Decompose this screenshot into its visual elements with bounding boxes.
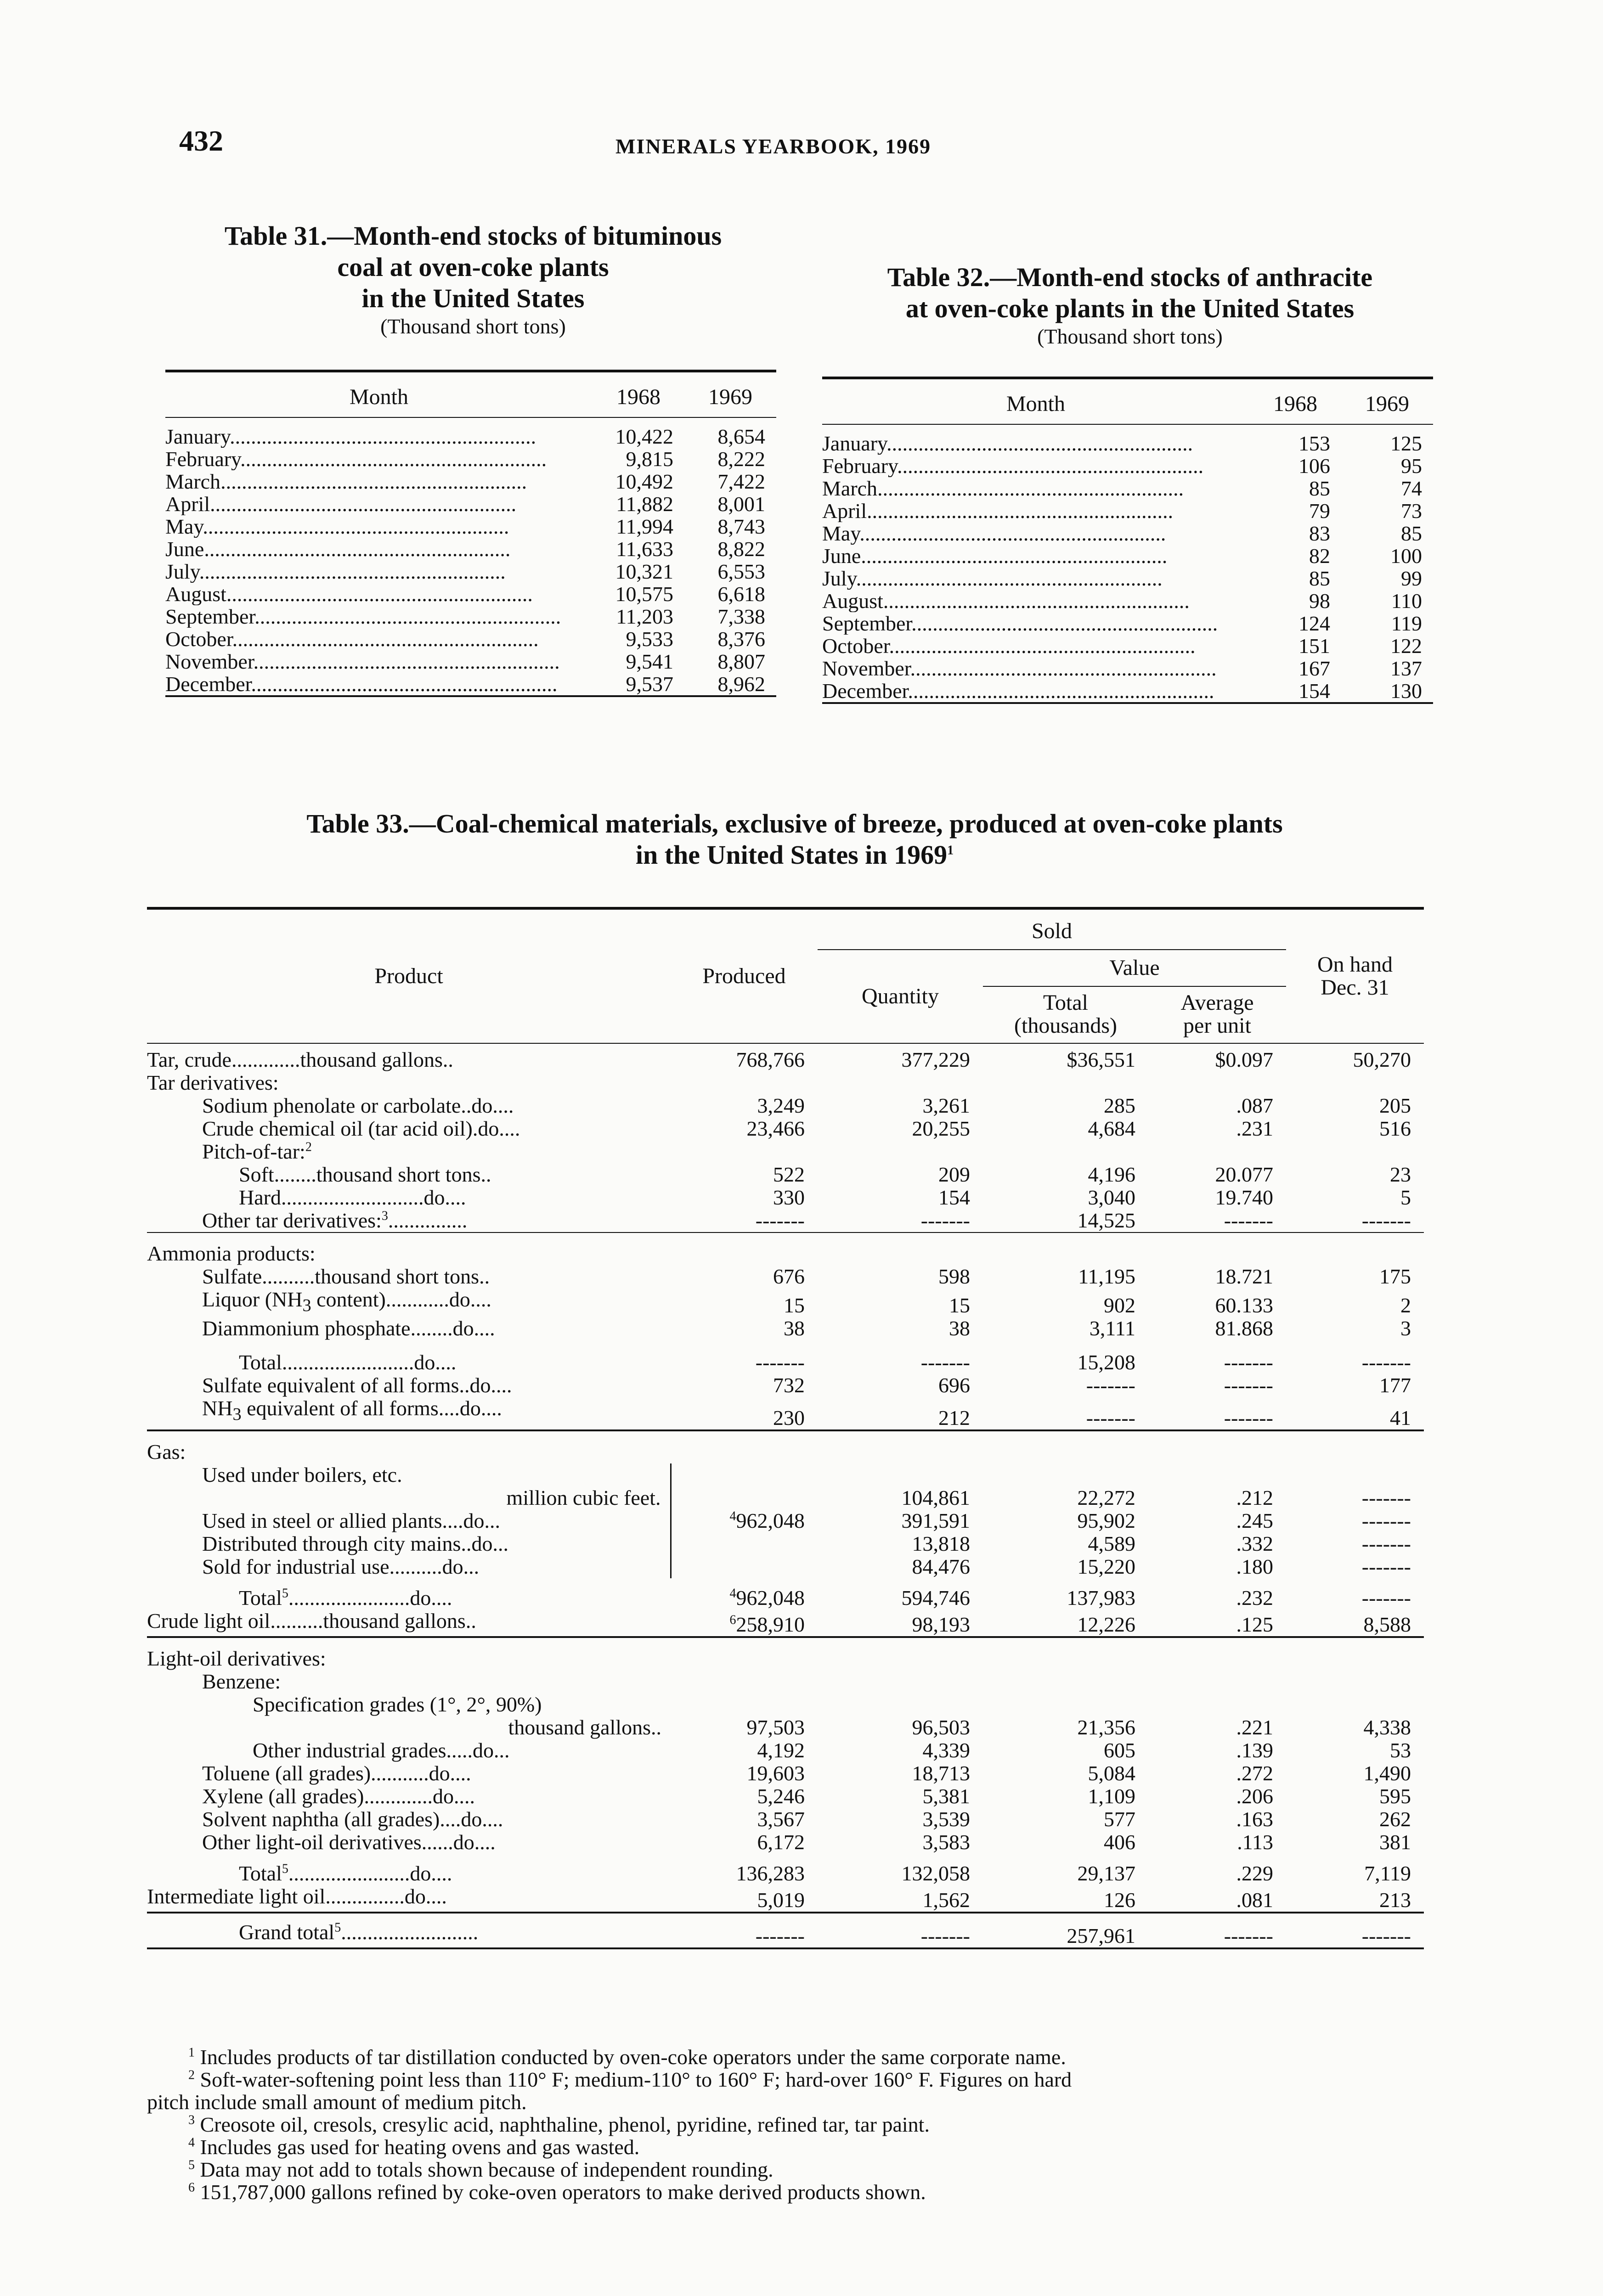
table-row [165, 538, 776, 560]
month-cell: January.......................................................... [822, 432, 1193, 455]
value-cell: 130 [1390, 679, 1422, 703]
table33-ammonia-label: Ammonia products: [147, 1242, 316, 1265]
table-row [165, 470, 776, 493]
month-cell: January.......................................................... [165, 425, 536, 448]
table-row [165, 628, 776, 650]
footnote-2-cont: pitch include small amount of medium pitch. [147, 2090, 527, 2114]
table-row [165, 417, 776, 448]
table31-col-month: Month [349, 385, 408, 409]
table33-row-other-light-oil: Other light-oil derivatives......do.... [202, 1830, 496, 1854]
table-row [822, 612, 1433, 635]
value-cell: 82 [1309, 544, 1330, 568]
table33-title [152, 808, 1438, 871]
month-cell: November.......................................................... [822, 657, 1217, 680]
table31-title-line2: coal at oven-coke plants [337, 252, 609, 282]
value-cell: 167 [1298, 657, 1330, 680]
table33-gas-label: Gas: [147, 1440, 186, 1464]
table33-light-oil-label: Light-oil derivatives: [147, 1647, 326, 1671]
table33-title-line1: Table 33.—Coal-chemical materials, exclusive of breeze, produced at oven-coke plants [306, 809, 1283, 838]
value-cell: 8,222 [717, 447, 765, 471]
table33-row-boilers-line1: Used under boilers, etc. [202, 1463, 402, 1487]
value-cell: 11,633 [616, 537, 673, 561]
value-cell: 8,807 [717, 650, 765, 673]
table-row [165, 493, 776, 515]
value-cell: 122 [1390, 634, 1422, 658]
value-cell: 10,321 [615, 560, 673, 583]
value-cell: 73 [1401, 499, 1422, 523]
table31-units: (Thousand short tons) [380, 315, 566, 338]
table-row [165, 515, 776, 538]
table33-col-quantity: Quantity [862, 984, 939, 1008]
table31-title-line3: in the United States [361, 283, 585, 313]
value-cell: 85 [1309, 477, 1330, 500]
table33-row-crude-light-oil: Crude light oil..........thousand gallons.. [147, 1609, 476, 1633]
month-cell: June.......................................................... [165, 538, 511, 560]
table33-title-line2: in the United States in 1969 [635, 840, 948, 870]
table32 [822, 377, 1433, 704]
value-cell: 10,422 [615, 425, 673, 448]
table33-benzene-label: Benzene: [202, 1670, 281, 1694]
month-cell: July.......................................................... [822, 567, 1163, 590]
value-cell: 7,422 [717, 470, 765, 493]
table33-row-spec-line1: Specification grades (1°, 2°, 90%) [253, 1693, 542, 1716]
table33-row-sulfate-equivalent: Sulfate equivalent of all forms..do.... [202, 1373, 512, 1397]
month-cell: April.......................................................... [822, 500, 1174, 522]
table32-title-line2: at oven-coke plants in the United States [905, 293, 1355, 323]
month-cell: March.......................................................... [822, 477, 1184, 500]
month-cell: June.......................................................... [822, 545, 1168, 567]
table33-pitch-label: Pitch-of-tar:$^2$ [202, 1140, 312, 1163]
table33-col-value: Value [983, 950, 1286, 986]
table33-header [147, 908, 1424, 1043]
table32-body [822, 424, 1433, 703]
table33-row-gas-total: Total$^5$.......................do.... [239, 1586, 452, 1610]
month-cell: November.......................................................... [165, 650, 560, 673]
table-row [822, 522, 1433, 545]
value-cell: 153 [1298, 432, 1330, 455]
table-row [822, 657, 1433, 680]
value-cell: 85 [1401, 522, 1422, 545]
month-cell: February.......................................................... [165, 448, 547, 470]
table33-col-sold: Sold [818, 908, 1286, 950]
table33-row-boilers-line2: million cubic feet. [506, 1486, 661, 1510]
value-cell: 83 [1309, 522, 1330, 545]
table-row [165, 448, 776, 470]
footnote-2: $^2$ Soft-water-softening point less than 110° F; medium-110° to 160° F; hard-over 160° F. Figures on hard [188, 2068, 1072, 2091]
value-cell: 10,575 [615, 582, 673, 606]
value-cell: 125 [1390, 432, 1422, 455]
table33-col-onhand-line1: On hand [1317, 952, 1393, 977]
table-row [165, 560, 776, 583]
footnote-1: $^1$ Includes products of tar distillation conducted by oven-coke operators under the same corporate name. [188, 2045, 1066, 2069]
table33-col-produced: Produced [702, 964, 786, 988]
running-head: MINERALS YEARBOOK, 1969 [615, 135, 931, 158]
month-cell: October.......................................................... [165, 628, 539, 650]
month-cell: October.......................................................... [822, 635, 1196, 657]
table33-row-other-tar: Other tar derivatives:$^3$............... [202, 1209, 468, 1232]
value-cell: 7,338 [717, 605, 765, 628]
table33-row-grand-total: Grand total$^5$.......................... [239, 1920, 479, 1944]
value-cell: 124 [1298, 612, 1330, 635]
value-cell: 154 [1298, 679, 1330, 703]
value-cell: 137 [1390, 657, 1422, 680]
table32-title [818, 262, 1442, 349]
table-row [165, 605, 776, 628]
table33-row-nh3-equivalent: $NH_3$ equivalent of all forms....do.... [202, 1396, 502, 1424]
month-cell: May.......................................................... [822, 522, 1166, 545]
table-row [822, 545, 1433, 567]
month-cell: July.......................................................... [165, 560, 506, 583]
table31-col-1969: 1969 [708, 385, 752, 409]
value-cell: 6,553 [717, 560, 765, 583]
table33-row-spec-line2: thousand gallons.. [508, 1716, 661, 1739]
value-cell: 119 [1391, 612, 1422, 635]
month-cell: September.......................................................... [822, 612, 1218, 635]
table31-title [170, 220, 776, 338]
table-row [165, 583, 776, 605]
table33-row-other-industrial: Other industrial grades.....do... [253, 1739, 510, 1762]
value-cell: 151 [1298, 634, 1330, 658]
table33-col-onhand-line2: Dec. 31 [1321, 975, 1389, 1000]
table33-row-liquor: Liquor ($NH_3$ content)............do.... [202, 1288, 491, 1316]
value-cell: 9,537 [626, 672, 673, 696]
table-row [822, 455, 1433, 477]
month-cell: March.......................................................... [165, 470, 527, 493]
table32-col-month: Month [1006, 392, 1065, 416]
table33-row-pitch-hard: Hard...........................do.... [239, 1186, 466, 1209]
table33-row-industrial-use: Sold for industrial use..........do... [202, 1555, 480, 1579]
value-cell: 11,882 [616, 492, 673, 516]
month-cell: September.......................................................... [165, 605, 561, 628]
value-cell: 9,541 [626, 650, 673, 673]
table33-title-footnote: 1 [947, 843, 954, 858]
value-cell: 106 [1298, 454, 1330, 478]
month-cell: April.......................................................... [165, 493, 517, 515]
table33-row-ammonia-total: Total.........................do.... [239, 1351, 457, 1374]
value-cell: 11,203 [616, 605, 673, 628]
value-cell: 8,376 [717, 627, 765, 651]
month-cell: May.......................................................... [165, 515, 509, 538]
table33-body: Tar, crude.............thousand gallons.. 768,766 377,229 $36,551 $0.097 50,270 Tar derivatives: Sodium phenolate or carbolate..do.... 3,249 3,261 285 .087 205 Crude chemical oil (tar acid oil).do.... 23,466 20,255 4,684 .231 516 Pitch-of-tar:$^2$ Soft........thousand short tons.. 522 209 4,196 20.077 23 Hard...........................do.... 330 154 3,040 19.740 5 Other tar derivatives:$^3$............... ------- ------- 14,525 ------- ------- Ammonia products: Sulfate..........thousand short tons.. 676 598 11,195 18.721 175 Liquor ($NH_3$ content)............do.... 15 15 902 60.133 2 Diammonium phosphate........do.... 38 38 3,111 81.868 3 Total.........................do.... ------- ------- 15,208 ------- ------- Sulfate equivalent of all forms..do.... 732 696 ------- ------- 177 $NH_3$ equivalent of all forms....do.... 230 212 ------- ------- 41 Gas: Used under boilers, etc. $^4$962,048 million cubic feet. 104,861 22,272 .212 ------- Used in steel or allied plants....do... 391,591 95,902 .245 ------- Distributed through city mains..do... 13,818 4,589 .332 ------- Sold for industrial use..........do... 84,476 15,220 .180 ------- Total$^5$.......................do.... $^4$962,048 594,746 137,983 .232 ------- Crude light oil..........thousand gallons.. $^6$258,910 98,193 12,226 .125 8,588 Light-oil derivatives: Benzene: Specification grades (1°, 2°, 90%) thousand gallons.. 97,503 96,503 21,356 .221 4,338 Other industrial grades.....do... 4,192 4,339 605 .139 53 Toluene (all grades)...........do.... 19,603 18,713 5,084 .272 1,490 Xylene (all grades).............do.... 5,246 5,381 1,109 .206 595 Solvent naphtha (all grades)....do.... 3,567 3,539 577 .163 262 Other light-oil derivatives......do.... 6,172 3,583 406 .113 381 Total$^5$.......................do.... 136,283 132,058 29,137 .229 7,119 Intermediate light oil...............do.... 5,019 1,562 126 .081 213 Grand total$^5$.......................... ------- ------- 257,961 ------- ------- [147, 1043, 1424, 1948]
table33-row-steel-plants: Used in steel or allied plants....do... [202, 1509, 500, 1533]
value-cell: 8,743 [717, 515, 765, 538]
value-cell: 10,492 [615, 470, 673, 493]
table-row [165, 673, 776, 696]
table33-row-tar-crude: Tar, crude.............thousand gallons.. [147, 1048, 453, 1071]
value-cell: 99 [1401, 567, 1422, 590]
table-row [822, 590, 1433, 612]
footnote-3: $^3$ Creosote oil, cresols, cresylic acid, naphthaline, phenol, pyridine, refined tar, tar paint. [188, 2113, 930, 2136]
table-row [822, 635, 1433, 657]
table33-row-solvent-naphtha: Solvent naphtha (all grades)....do.... [202, 1807, 503, 1831]
value-cell: 8,001 [717, 492, 765, 516]
table33-col-average-line2: per unit [1183, 1013, 1251, 1038]
table-row [165, 650, 776, 673]
table32-col-1969: 1969 [1365, 392, 1409, 416]
value-cell: 8,822 [717, 537, 765, 561]
table33-row-crude-chemical-oil: Crude chemical oil (tar acid oil).do.... [202, 1117, 520, 1140]
value-cell: 79 [1309, 499, 1330, 523]
value-cell: 85 [1309, 567, 1330, 590]
table33 [147, 907, 1424, 1949]
table31-title-line1: Table 31.—Month-end stocks of bituminous [224, 221, 722, 251]
value-cell: 11,994 [616, 515, 673, 538]
table33-col-total-line2: (thousands) [1014, 1013, 1117, 1038]
table31 [165, 370, 776, 697]
table-row [822, 424, 1433, 455]
table33-row-city-mains: Distributed through city mains..do... [202, 1532, 508, 1556]
table33-gas-produced: $^4$962,048 [671, 1463, 818, 1578]
value-cell: 9,815 [626, 447, 673, 471]
footnotes [147, 2046, 1424, 2203]
table31-col-1968: 1968 [616, 385, 660, 409]
footnote-6: $^6$ 151,787,000 gallons refined by coke-oven operators to make derived products shown. [188, 2180, 926, 2204]
page-number: 432 [179, 124, 223, 157]
table33-row-xylene: Xylene (all grades).............do.... [202, 1784, 475, 1808]
table31-body [165, 417, 776, 696]
value-cell: 6,618 [717, 582, 765, 606]
value-cell: 74 [1401, 477, 1422, 500]
table33-tar-derivatives-label: Tar derivatives: [147, 1071, 279, 1094]
table33-col-average-line1: Average [1180, 990, 1254, 1015]
value-cell: 95 [1401, 454, 1422, 478]
table33-col-product: Product [374, 964, 443, 988]
table-row [822, 567, 1433, 590]
table32-units: (Thousand short tons) [1037, 325, 1223, 348]
month-cell: August.......................................................... [165, 583, 533, 605]
table33-row-diammonium: Diammonium phosphate........do.... [202, 1317, 495, 1340]
table-row [822, 500, 1433, 522]
value-cell: 9,533 [626, 627, 673, 651]
value-cell: 8,962 [717, 672, 765, 696]
footnote-4: $^4$ Includes gas used for heating ovens and gas wasted. [188, 2135, 640, 2159]
table33-row-toluene: Toluene (all grades)...........do.... [202, 1761, 471, 1785]
table-row [822, 680, 1433, 703]
table33-row-sodium: Sodium phenolate or carbolate..do.... [202, 1094, 514, 1117]
table33-row-pitch-soft: Soft........thousand short tons.. [239, 1163, 491, 1186]
value-cell: 100 [1390, 544, 1422, 568]
footnote-5: $^5$ Data may not add to totals shown because of independent rounding. [188, 2158, 773, 2181]
month-cell: February.......................................................... [822, 455, 1204, 477]
value-cell: 98 [1309, 589, 1330, 613]
month-cell: December.......................................................... [822, 680, 1214, 703]
table-row [822, 477, 1433, 500]
month-cell: August.......................................................... [822, 590, 1190, 612]
value-cell: 8,654 [717, 425, 765, 448]
month-cell: December.......................................................... [165, 673, 558, 696]
table33-row-light-oil-total: Total$^5$.......................do.... [239, 1862, 452, 1885]
table33-col-total-line1: Total [1043, 990, 1088, 1015]
table33-row-intermediate-light-oil: Intermediate light oil...............do.... [147, 1885, 447, 1908]
table32-title-line1: Table 32.—Month-end stocks of anthracite [887, 262, 1373, 292]
table32-col-1968: 1968 [1273, 392, 1317, 416]
value-cell: 110 [1391, 589, 1422, 613]
table33-row-sulfate: Sulfate..........thousand short tons.. [202, 1265, 490, 1288]
